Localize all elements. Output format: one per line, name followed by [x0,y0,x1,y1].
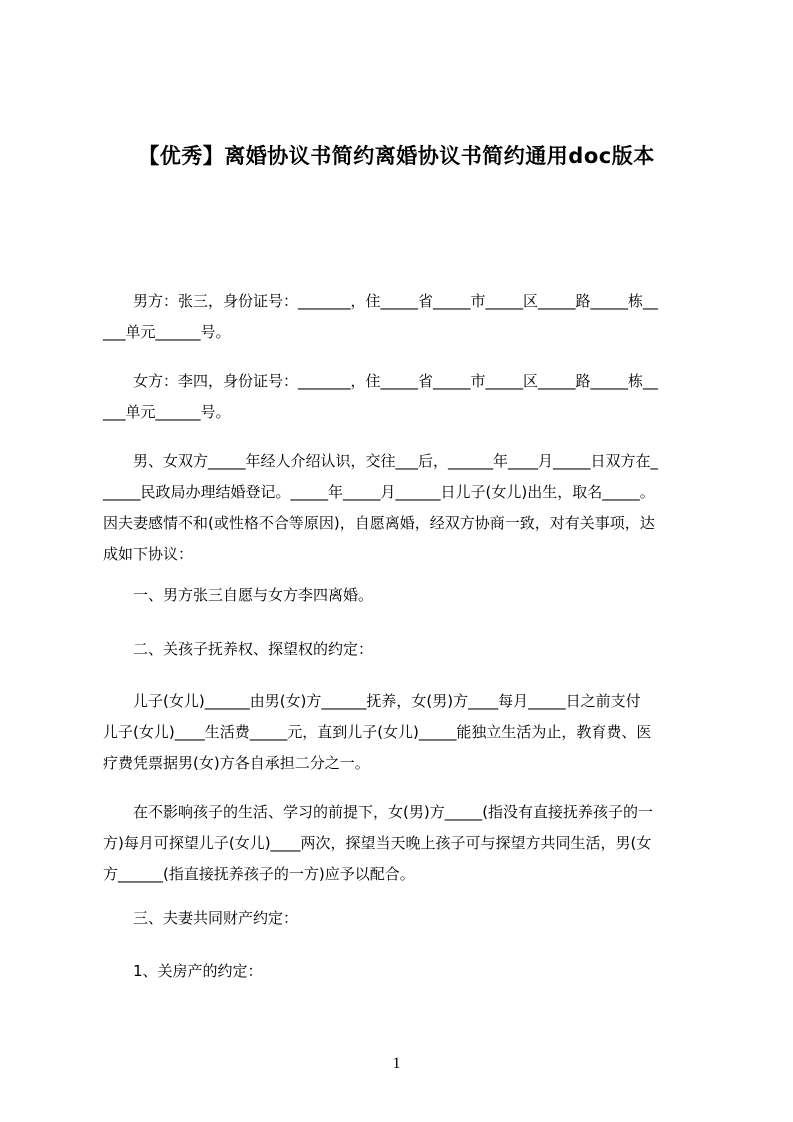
text-line: 儿子(女儿)____生活费_____元，直到儿子(女儿)_____能独立生活为止，教育费、医 [103,723,652,741]
text-line: 方______(指直接抚养孩子的一方)应予以配合。 [103,865,415,883]
subsection-heading: 1、关房产的约定： [103,962,263,980]
text-line: 成如下协议： [103,545,194,563]
section-heading: 三、夫妻共同财产约定： [103,909,299,927]
page-number: 1 [392,1055,401,1072]
text-line: 在不影响孩子的生活、学习的前提下，女(男)方_____(指没有直接抚养孩子的一 [103,803,654,821]
section-heading: 一、男方张三自愿与女方李四离婚。 [103,586,374,604]
text-line: 因夫妻感情不和(或性格不合等原因)，自愿离婚，经双方协商一致，对有关事项，达 [103,514,655,532]
text-line: ___单元______号。 [103,323,231,341]
document-title: 【优秀】离婚协议书简约离婚协议书简约通用doc版本 [138,144,655,168]
section-heading: 二、关孩子抚养权、探望权的约定： [103,640,374,658]
text-line: 男方：张三，身份证号：_______，住_____省_____市_____区_____路_____栋__ [103,292,659,310]
text-line: 儿子(女儿)______由男(女)方______抚养，女(男)方____每月_____日之前支付 [103,692,641,710]
text-line: ___单元______号。 [103,403,231,421]
text-line: 疗费凭票据男(女)方各自承担二分之一。 [103,754,370,772]
text-line: 女方：李四，身份证号：_______，住_____省_____市_____区_____路_____栋__ [103,372,659,390]
text-line: 男、女双方_____年经人介绍认识，交往___后，______年____月_____日双方在_ [103,452,659,470]
text-line: 方)每月可探望儿子(女儿)____两次，探望当天晚上孩子可与探望方共同生活，男(女 [103,834,652,852]
text-line: _____民政局办理结婚登记。_____年_____月______日儿子(女儿)出生，取名_____。 [103,483,655,501]
